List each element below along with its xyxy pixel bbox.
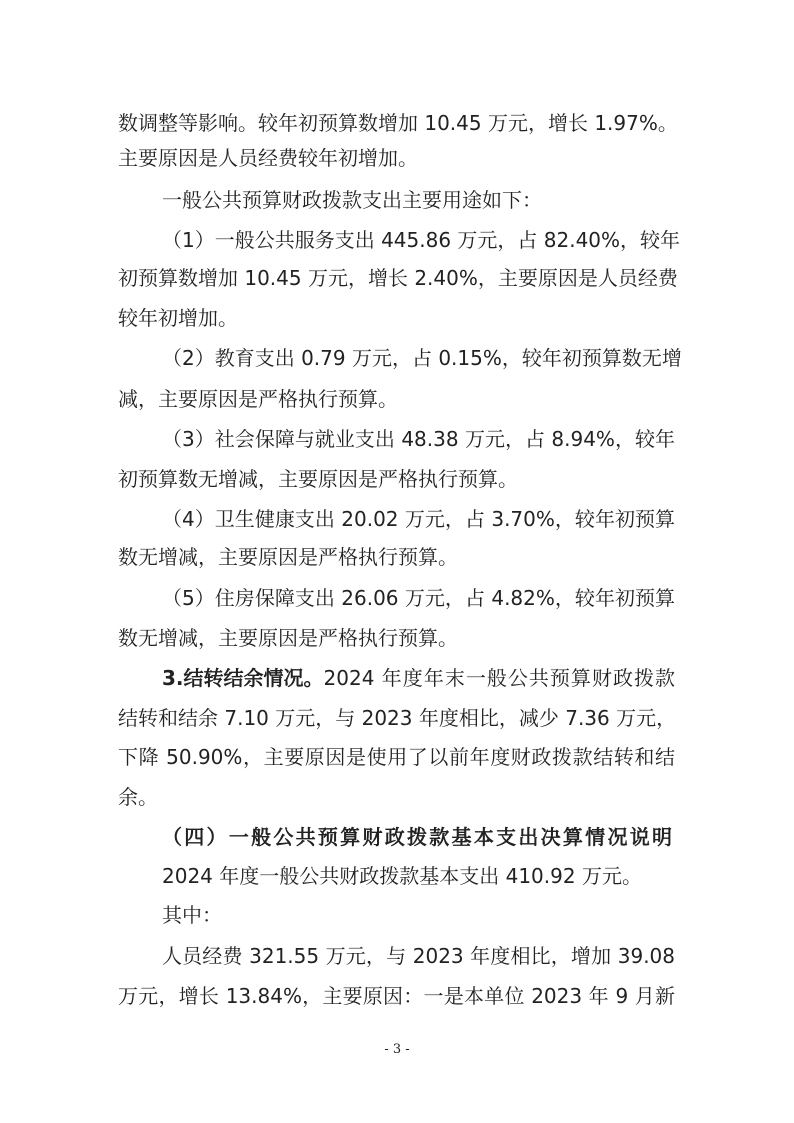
section-label: 3.结转结余情况。 [162, 666, 324, 690]
page-number: - 3 - [384, 1042, 410, 1057]
paragraph-line: 数调整等影响。较年初预算数增加 10.45 万元，增长 1.97%。 [118, 111, 678, 135]
section-line [162, 663, 675, 693]
list-item-line: 数无增减，主要原因是严格执行预算。 [118, 626, 458, 650]
list-item-line: 较年初增加。 [118, 306, 238, 330]
paragraph-line: 主要原因是人员经费较年初增加。 [118, 146, 418, 170]
list-item-line: （3）社会保障与就业支出 48.38 万元，占 8.94%，较年 [162, 427, 675, 451]
list-item-line: 初预算数增加 10.45 万元，增长 2.40%，主要原因是人员经费 [118, 266, 678, 290]
paragraph-line: 余。 [118, 785, 158, 809]
paragraph-line: 结转和结余 7.10 万元，与 2023 年度相比，减少 7.36 万元， [118, 706, 677, 730]
list-item-line: （5）住房保障支出 26.06 万元，占 4.82%，较年初预算 [162, 586, 675, 610]
paragraph-line: 其中： [162, 903, 222, 927]
paragraph-line: 一般公共预算财政拨款支出主要用途如下： [162, 188, 542, 212]
list-item-line: 减，主要原因是严格执行预算。 [118, 387, 398, 411]
list-item-line: 初预算数无增减，主要原因是严格执行预算。 [118, 467, 518, 491]
paragraph-line: 万元，增长 13.84%，主要原因：一是本单位 2023 年 9 月新 [118, 984, 675, 1008]
list-item-line: （1）一般公共服务支出 445.86 万元，占 82.40%，较年 [162, 228, 681, 252]
section-text: 2024 年度年末一般公共预算财政拨款 [323, 666, 675, 690]
list-item-line: （4）卫生健康支出 20.02 万元，占 3.70%，较年初预算 [162, 507, 675, 531]
list-item-line: （2）教育支出 0.79 万元，占 0.15%，较年初预算数无增 [162, 346, 682, 370]
list-item-line: 数无增减，主要原因是严格执行预算。 [118, 545, 458, 569]
paragraph-line: 人员经费 321.55 万元，与 2023 年度相比，增加 39.08 [162, 944, 675, 968]
paragraph-line: 2024 年度一般公共财政拨款基本支出 410.92 万元。 [162, 864, 642, 888]
paragraph-line: 下降 50.90%，主要原因是使用了以前年度财政拨款结转和结 [118, 745, 675, 769]
section-heading: （四）一般公共预算财政拨款基本支出决算情况说明 [162, 825, 672, 849]
